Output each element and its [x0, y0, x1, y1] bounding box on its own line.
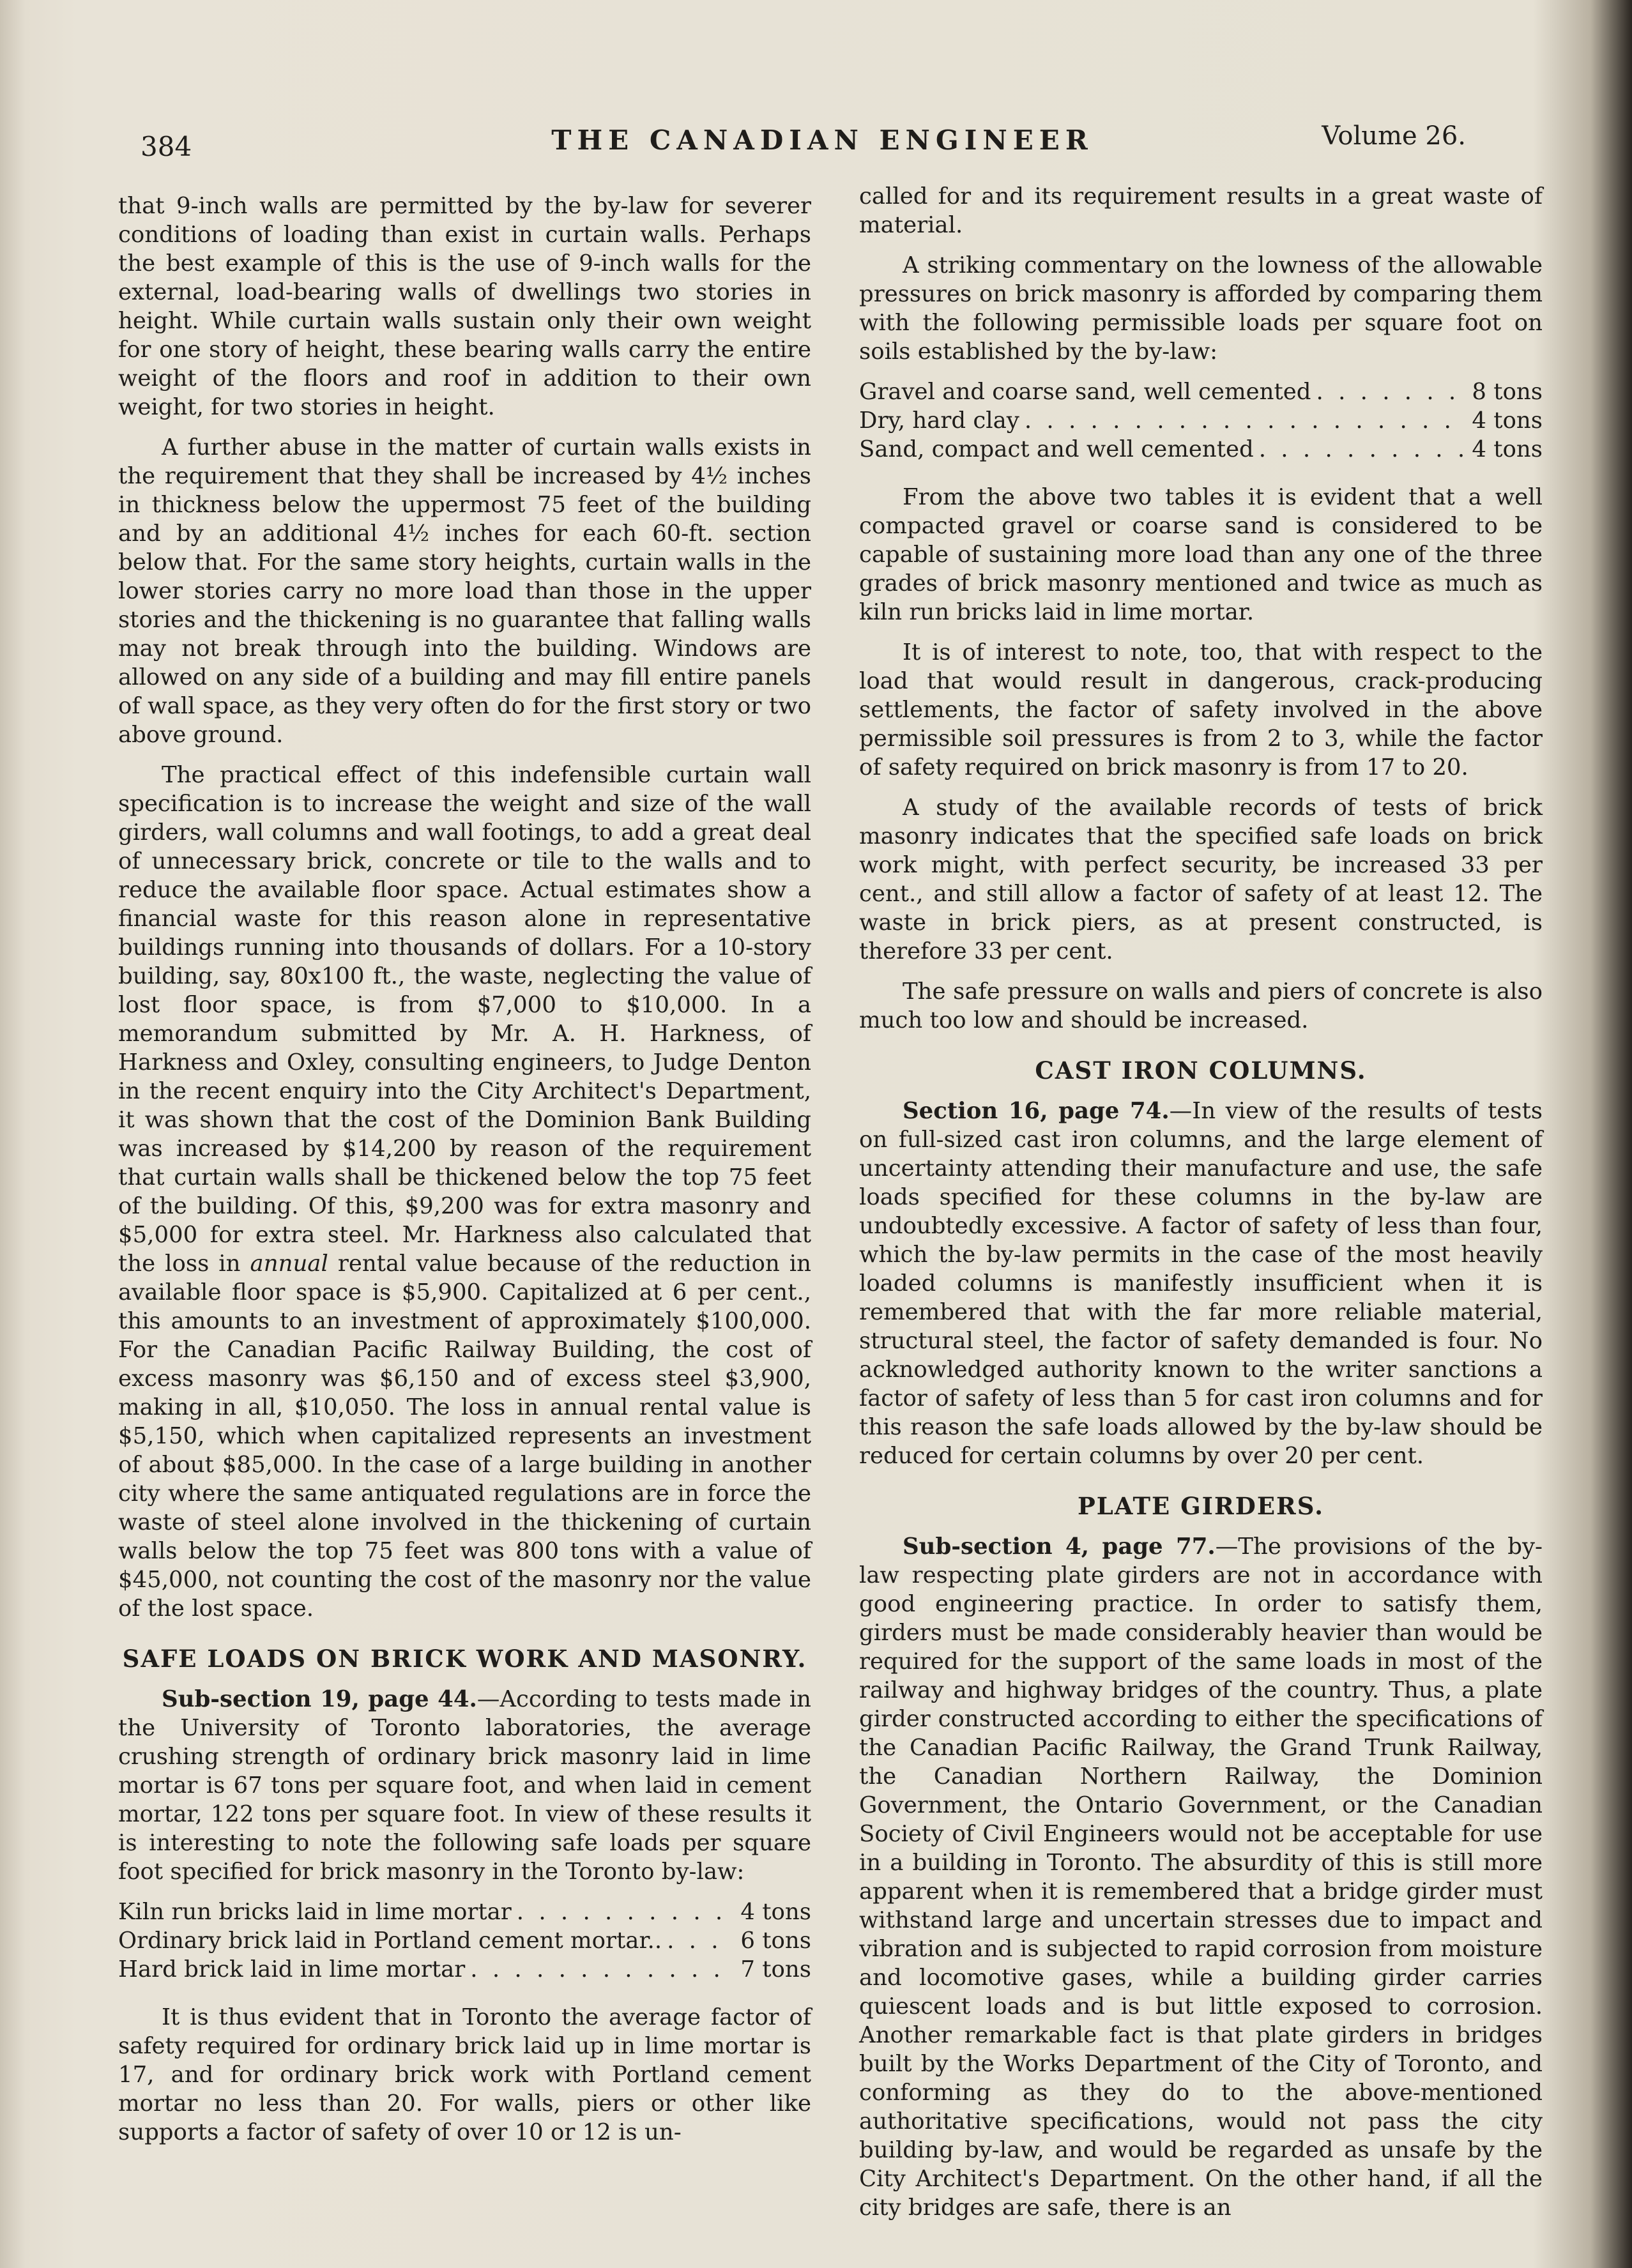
running-head: [141, 118, 1504, 163]
section-heading-cast-iron: CAST IRON COLUMNS.: [1035, 1056, 1367, 1085]
load-value: 4 tons: [1472, 407, 1543, 434]
leader-dots: [1259, 435, 1467, 464]
soil-loads-table: [859, 377, 1543, 464]
paragraph: It is of interest to note, too, that with respect to the load that would result in dangerous, crack-producing settlements, the factor of safety involved in the above permissible soil pressures is from 2 to 3, while the factor of safety required on brick masonry is from 17 to 20.: [859, 639, 1543, 780]
paragraph-text: The practical effect of this indefensible curtain wall specification is to increase the weight and size of the wall girders, wall columns and wall footings, to add a great deal of unnecessary brick, concrete or tile to the walls and to reduce the available floor space. Actual estimates show a financial waste for this reason alone in representative buildings running into thousands of dollars. For a 10-story building, say, 80x100 ft., the waste, neglecting the value of lost floor space, is from $7,000 to $10,000. In a memorandum submitted by Mr. A. H. Harkness, of Harkness and Oxley, consulting engineers, to Judge Denton in the recent enquiry into the City Architect's Department, it was shown that the cost of the Dominion Bank Building was increased by $14,200 by reason of the requirement that curtain walls shall be thickened below the top 75 feet of the building. Of this, $9,200 was for extra masonry and $5,000 for extra steel. Mr. Harkness also calculated that the loss in: [118, 762, 811, 1277]
paragraph: It is thus evident that in Toronto the average factor of safety required for ordinary brick laid up in lime mortar is 17, and for ordinary brick work with Portland cement mortar no less than 20. For walls, piers or other like supports a factor of safety of over 10 or 12 is un-: [118, 2004, 811, 2145]
paragraph: [859, 1532, 1543, 2222]
paragraph-text: —According to tests made in the University of Toronto laboratories, the average crushing strength of ordinary brick masonry laid in lime mortar is 67 tons per square foot, and when laid in cement mortar, 122 tons per square foot. In view of these results it is interesting to note the following safe loads per square foot specified for brick masonry in the Toronto by-law:: [118, 1686, 811, 1885]
load-row: [859, 406, 1543, 435]
load-value: 7 tons: [740, 1956, 811, 1983]
load-description: Sand, compact and well cemented: [859, 436, 1254, 462]
leader-dots: [470, 1955, 735, 1984]
subsection-lead: Section 16, page 74.: [903, 1098, 1170, 1124]
load-value: 4 tons: [740, 1899, 811, 1925]
paragraph-text: rental value because of the reduction in available floor space is $5,900. Capitalized at 6 per cent., this amounts to an investment of approximately $100,000. For the Canadian Pacific Railway Building, the cost of excess masonry was $6,150 and of excess steel $3,900, making in all, $10,050. The loss in annual rental value is $5,150, which when capitalized represents an investment of about $85,000. In the case of a large building in another city where the same antiquated regulations are in force the waste of steel alone involved in the thickening of curtain walls below the top 75 feet was 800 tons with a value of $45,000, not counting the cost of the masonry nor the value of the lost space.: [118, 1251, 811, 1622]
load-description: Gravel and coarse sand, well cemented: [859, 379, 1311, 405]
load-row: [859, 377, 1543, 406]
paragraph: called for and its requirement results in a great waste of material.: [859, 183, 1543, 238]
load-value: 6 tons: [740, 1928, 811, 1954]
load-description: Dry, hard clay: [859, 407, 1019, 434]
section-heading-brick: SAFE LOADS ON BRICK WORK AND MASONRY.: [122, 1645, 807, 1673]
paragraph: A study of the available records of tests of brick masonry indicates that the specified safe loads on brick work might, with perfect security, be increased 33 per cent., and still allow a factor of safety of at least 12. The waste in brick piers, as at present constructed, is therefore 33 per cent.: [859, 795, 1543, 964]
paragraph: A further abuse in the matter of curtain walls exists in the requirement that they shall be increased by 4½ inches in thickness below the uppermost 75 feet of the building and by an additional 4½ inches for each 60-ft. section below that. For the same story heights, curtain walls in the lower stories carry no more load than those in the upper stories and the thickening is no guarantee that falling walls may not break through into the building. Windows are allowed on any side of a building and may fill entire panels of wall space, as they very often do for the first story or two above ground.: [118, 434, 811, 748]
brick-loads-table: [118, 1898, 811, 1984]
paragraph: [859, 1097, 1543, 1470]
paragraph: [118, 761, 811, 1623]
load-row: [859, 435, 1543, 464]
journal-title: THE CANADIAN ENGINEER: [551, 125, 1094, 156]
paragraph-text: —The provisions of the by-law respecting plate girders are not in accordance with good engineering practice. In order to satisfy them, girders must be made considerably heavier than would be required for the support of the same loads in most of the railway and highway bridges of the country. Thus, a plate girder constructed according to either the specifications of the Canadian Pacific Railway, the Grand Trunk Railway, the Canadian Northern Railway, the Dominion Government, the Ontario Government, or the Canadian Society of Civil Engineers would not be acceptable for use in a building in Toronto. The absurdity of this is still more apparent when it is remembered that a bridge girder must withstand large and uncertain stresses due to impact and vibration and is subjected to rapid corrosion from moisture and locomotive gases, while a building girder carries quiescent loads and is but little exposed to corrosion. Another remarkable fact is that plate girders in bridges built by the Works Department of the City of Toronto, and conforming as they do to the above-mentioned authoritative specifications, would not pass the city building by-law, and would be regarded as unsafe by the City Architect's Department. On the other hand, if all the city bridges are safe, there is an: [859, 1534, 1543, 2221]
paragraph: From the above two tables it is evident that a well compacted gravel or coarse sand is considered to be capable of sustaining more load than any one of the three grades of brick masonry mentioned and twice as much as kiln run bricks laid in lime mortar.: [859, 484, 1543, 625]
load-row: [118, 1955, 811, 1984]
paragraph: A striking commentary on the lowness of the allowable pressures on brick masonry is afforded by comparing them with the following permissible loads per square foot on soils established by the by-law:: [859, 252, 1543, 365]
paragraph: [118, 1685, 811, 1886]
load-row: [118, 1898, 811, 1926]
subsection-lead: Sub-section 4, page 77.: [903, 1534, 1216, 1560]
load-value: 4 tons: [1472, 436, 1543, 462]
page-number: 384: [141, 131, 192, 162]
load-description: Hard brick laid in lime mortar: [118, 1956, 466, 1983]
left-column: [118, 192, 811, 2158]
paragraph: The safe pressure on walls and piers of concrete is also much too low and should be increased.: [859, 978, 1543, 1033]
load-value: 8 tons: [1472, 379, 1543, 405]
load-description: Kiln run bricks laid in lime mortar: [118, 1899, 512, 1925]
paragraph: that 9-inch walls are permitted by the by-law for severer conditions of loading than exist in curtain walls. Perhaps the best example of this is the use of 9-inch walls for the external, load-bearing walls of dwellings two stories in height. While curtain walls sustain only their own weight for one story of height, these bearing walls carry the entire weight of the floors and roof in addition to their own weight, for two stories in height.: [118, 193, 811, 420]
right-column: [859, 182, 1543, 2234]
paragraph-text: —In view of the results of tests on full-sized cast iron columns, and the large element of uncertainty attending their manufacture and use, the safe loads specified for these columns in the by-law are undoubtedly excessive. A factor of safety of less than four, which the by-law permits in the case of the most heavily loaded columns is manifestly insufficient when it is remembered that with the far more reliable material, structural steel, the factor of safety demanded is four. No acknowledged authority known to the writer sanctions a factor of safety of less than 5 for cast iron columns and for this reason the safe loads allowed by the by-law should be reduced for certain columns by over 20 per cent.: [859, 1098, 1543, 1469]
leader-dots: [1025, 406, 1467, 435]
load-description: Ordinary brick laid in Portland cement mortar..: [118, 1928, 662, 1954]
subsection-lead: Sub-section 19, page 44.: [162, 1686, 477, 1712]
volume-label: Volume 26.: [1322, 121, 1466, 151]
italic-text: annual: [250, 1251, 328, 1277]
leader-dots: [1316, 377, 1467, 406]
leader-dots: [667, 1926, 735, 1955]
section-heading-plate-girders: PLATE GIRDERS.: [1077, 1492, 1325, 1520]
leader-dots: [517, 1898, 736, 1926]
load-row: [118, 1926, 811, 1955]
